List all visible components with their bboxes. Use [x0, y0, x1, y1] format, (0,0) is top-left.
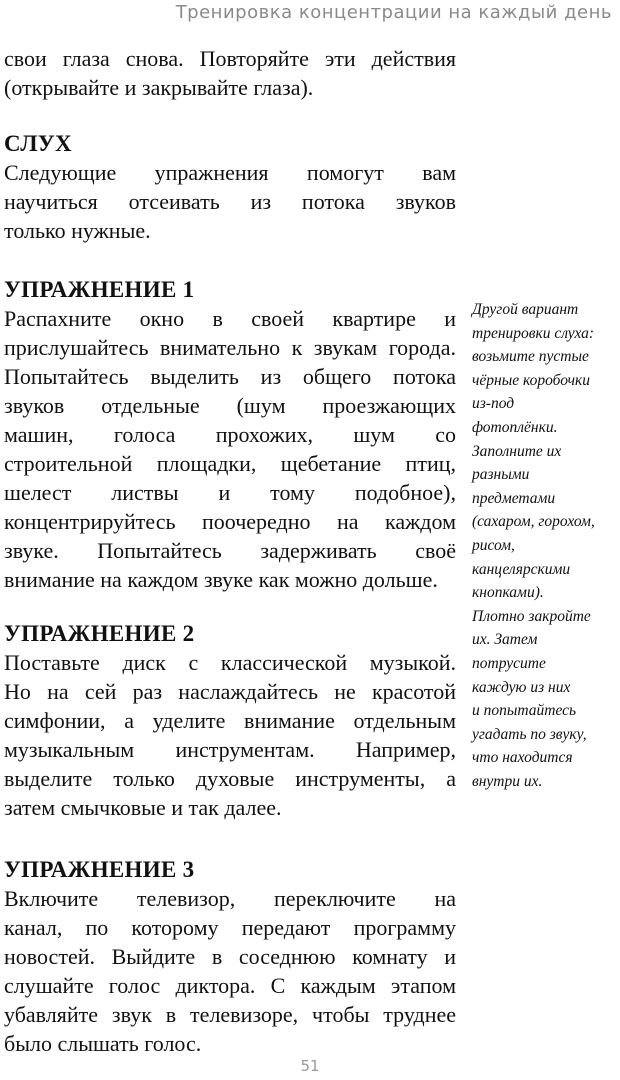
text-line: Распахните окно в своей квартире и	[4, 306, 456, 331]
text-line: (открывайте и закрывайте глаза).	[4, 75, 314, 100]
text-line: только нужные.	[4, 218, 151, 243]
text-line: убавляйте звук в телевизоре, чтобы труднее	[4, 1002, 456, 1027]
main-text-column	[4, 44, 456, 1058]
text-line: симфонии, а уделите внимание отдельным	[4, 708, 456, 733]
sidebar-line: внутри их.	[472, 772, 543, 790]
sidebar-line: Заполните их	[472, 442, 562, 460]
text-line: концентрируйтесь поочередно на каждом	[4, 509, 456, 534]
running-header: Тренировка концентрации на каждый день	[175, 2, 612, 23]
sidebar-line: Плотно закройте	[472, 607, 591, 625]
text-line: музыкальным инструментам. Например,	[4, 737, 456, 762]
sidebar-line: предметами	[472, 489, 556, 507]
exercise-3-paragraph	[4, 884, 456, 1058]
text-line: шелест листвы и тому подобное),	[4, 480, 456, 505]
sidebar-line: их. Затем	[472, 631, 538, 649]
section-heading-hearing: СЛУХ	[4, 131, 72, 156]
text-line: Попытайтесь выделить из общего потока	[4, 364, 456, 389]
exercise-2-heading: УПРАЖНЕНИЕ 2	[4, 621, 195, 646]
hearing-paragraph	[4, 158, 456, 245]
text-line: звуков отдельные (шум проезжающих	[4, 393, 456, 418]
text-line: строительной площадки, щебетание птиц,	[4, 451, 456, 476]
text-line: звуке. Попытайтесь задерживать своё	[4, 538, 456, 563]
sidebar-line: кнопками).	[472, 584, 544, 602]
text-line: Включите телевизор, переключите на	[4, 886, 456, 911]
sidebar-note	[472, 298, 618, 793]
text-line: Поставьте диск с классической музыкой.	[4, 650, 456, 675]
sidebar-line: и попытайтесь	[472, 702, 577, 720]
sidebar-line: фотоплёнки.	[472, 418, 558, 436]
sidebar-line: чёрные коробочки	[472, 371, 591, 389]
sidebar-line: разными	[472, 466, 530, 484]
sidebar-line: тренировки слуха:	[472, 324, 595, 342]
exercise-1-heading: УПРАЖНЕНИЕ 1	[4, 277, 195, 302]
text-line: Но на сей раз наслаждайтесь не красотой	[4, 679, 456, 704]
sidebar-line: Другой вариант	[472, 301, 579, 318]
sidebar-line: возьмите пустые	[472, 348, 589, 366]
sidebar-line: рисом,	[472, 536, 515, 554]
page-number: 51	[300, 1057, 320, 1075]
sidebar-line: что находится	[472, 749, 573, 767]
text-line: выделите только духовые инструменты, а	[4, 766, 456, 791]
text-line: новостей. Выйдите в соседнюю комнату и	[4, 944, 456, 969]
intro-paragraph	[4, 44, 456, 102]
sidebar-line: каждую из них	[472, 678, 571, 696]
text-line: было слышать голос.	[4, 1031, 202, 1056]
sidebar-line: угадать по звуку,	[472, 725, 587, 743]
text-line: канал, по которому передают программу	[4, 915, 456, 940]
sidebar-line: потрусите	[472, 654, 546, 672]
text-line: машин, голоса прохожих, шум со	[4, 422, 456, 447]
text-line: слушайте голос диктора. С каждым этапом	[4, 973, 456, 998]
text-line: свои глаза снова. Повторяйте эти действия	[4, 46, 456, 71]
text-line: научиться отсеивать из потока звуков	[4, 189, 456, 214]
text-line: Следующие упражнения помогут вам	[4, 160, 456, 185]
text-line: затем смычковые и так далее.	[4, 795, 282, 820]
exercise-1-paragraph	[4, 304, 456, 594]
text-line: внимание на каждом звуке как можно дольше.	[4, 567, 438, 592]
sidebar-line: (сахаром, горохом,	[472, 513, 595, 531]
sidebar-line: канцелярскими	[472, 560, 571, 578]
text-line: прислушайтесь внимательно к звукам города.	[4, 335, 456, 360]
exercise-3-heading: УПРАЖНЕНИЕ 3	[4, 857, 195, 882]
sidebar-line: из-под	[472, 395, 515, 413]
exercise-2-paragraph	[4, 648, 456, 822]
